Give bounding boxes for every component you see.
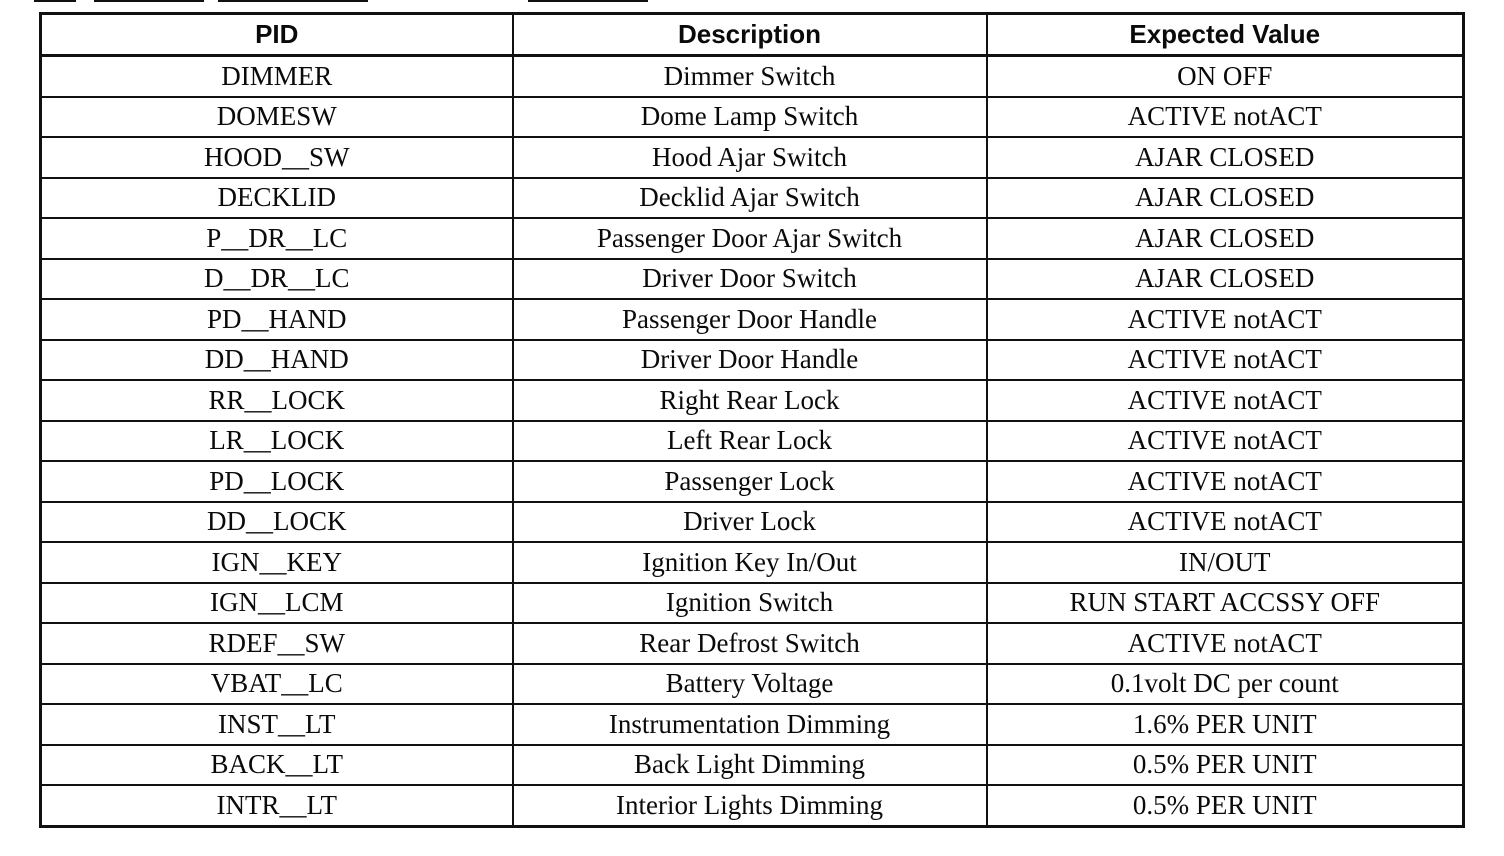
description-cell: Passenger Door Ajar Switch	[513, 218, 987, 259]
expected-value-cell: ACTIVE notACT	[987, 461, 1464, 502]
description-cell: Passenger Lock	[513, 461, 987, 502]
description-cell: Passenger Door Handle	[513, 299, 987, 340]
table-row	[41, 745, 1464, 786]
expected-value-cell: ACTIVE notACT	[987, 421, 1464, 462]
description-cell: Driver Door Handle	[513, 340, 987, 381]
description-cell: Right Rear Lock	[513, 380, 987, 421]
description-cell: Battery Voltage	[513, 664, 987, 705]
pid-cell: DIMMER	[41, 56, 513, 97]
description-cell: Ignition Key In/Out	[513, 542, 987, 583]
pid-cell: LR__LOCK	[41, 421, 513, 462]
table-row	[41, 340, 1464, 381]
table-row	[41, 299, 1464, 340]
pid-cell: PD__LOCK	[41, 461, 513, 502]
expected-value-cell: ACTIVE notACT	[987, 502, 1464, 543]
description-cell: Interior Lights Dimming	[513, 785, 987, 826]
expected-value-cell: ACTIVE notACT	[987, 340, 1464, 381]
pid-cell: DD__HAND	[41, 340, 513, 381]
expected-value-cell: AJAR CLOSED	[987, 137, 1464, 178]
table-row	[41, 542, 1464, 583]
pid-cell: VBAT__LC	[41, 664, 513, 705]
expected-value-cell: 0.1volt DC per count	[987, 664, 1464, 705]
description-cell: Driver Lock	[513, 502, 987, 543]
table-row	[41, 259, 1464, 300]
header-pid: PID	[41, 14, 513, 56]
cropped-title-fragment	[0, 0, 1504, 4]
description-cell: Decklid Ajar Switch	[513, 178, 987, 219]
table-row	[41, 380, 1464, 421]
pid-cell: P__DR__LC	[41, 218, 513, 259]
pid-cell: PD__HAND	[41, 299, 513, 340]
table-header	[41, 14, 1464, 56]
expected-value-cell: ACTIVE notACT	[987, 299, 1464, 340]
description-cell: Driver Door Switch	[513, 259, 987, 300]
cropped-text-fragment	[218, 0, 368, 2]
table-row	[41, 461, 1464, 502]
expected-value-cell: ACTIVE notACT	[987, 97, 1464, 138]
pid-table	[39, 12, 1465, 828]
pid-cell: IGN__LCM	[41, 583, 513, 624]
description-cell: Hood Ajar Switch	[513, 137, 987, 178]
cropped-text-fragment	[34, 0, 76, 2]
expected-value-cell: AJAR CLOSED	[987, 259, 1464, 300]
header-expected-value: Expected Value	[987, 14, 1464, 56]
table-row	[41, 97, 1464, 138]
expected-value-cell: 0.5% PER UNIT	[987, 745, 1464, 786]
pid-cell: DECKLID	[41, 178, 513, 219]
table-row	[41, 502, 1464, 543]
expected-value-cell: ACTIVE notACT	[987, 623, 1464, 664]
pid-cell: D__DR__LC	[41, 259, 513, 300]
expected-value-cell: 0.5% PER UNIT	[987, 785, 1464, 826]
expected-value-cell: AJAR CLOSED	[987, 178, 1464, 219]
expected-value-cell: IN/OUT	[987, 542, 1464, 583]
description-cell: Back Light Dimming	[513, 745, 987, 786]
cropped-text-fragment	[94, 0, 204, 2]
expected-value-cell: AJAR CLOSED	[987, 218, 1464, 259]
description-cell: Instrumentation Dimming	[513, 704, 987, 745]
table-row	[41, 785, 1464, 826]
header-row	[41, 14, 1464, 56]
table-row	[41, 421, 1464, 462]
header-description: Description	[513, 14, 987, 56]
expected-value-cell: ON OFF	[987, 56, 1464, 97]
expected-value-cell: ACTIVE notACT	[987, 380, 1464, 421]
pid-cell: DD__LOCK	[41, 502, 513, 543]
pid-cell: BACK__LT	[41, 745, 513, 786]
expected-value-cell: 1.6% PER UNIT	[987, 704, 1464, 745]
table-row	[41, 56, 1464, 97]
table-row	[41, 704, 1464, 745]
pid-cell: INST__LT	[41, 704, 513, 745]
pid-cell: INTR__LT	[41, 785, 513, 826]
pid-cell: DOMESW	[41, 97, 513, 138]
pid-cell: RR__LOCK	[41, 380, 513, 421]
description-cell: Rear Defrost Switch	[513, 623, 987, 664]
description-cell: Left Rear Lock	[513, 421, 987, 462]
table-row	[41, 137, 1464, 178]
description-cell: Dome Lamp Switch	[513, 97, 987, 138]
table-row	[41, 623, 1464, 664]
table-row	[41, 178, 1464, 219]
expected-value-cell: RUN START ACCSSY OFF	[987, 583, 1464, 624]
table-row	[41, 583, 1464, 624]
table-row	[41, 664, 1464, 705]
cropped-text-fragment	[528, 0, 648, 2]
pid-cell: HOOD__SW	[41, 137, 513, 178]
description-cell: Ignition Switch	[513, 583, 987, 624]
table-row	[41, 218, 1464, 259]
pid-cell: RDEF__SW	[41, 623, 513, 664]
pid-cell: IGN__KEY	[41, 542, 513, 583]
table-body	[41, 56, 1464, 827]
description-cell: Dimmer Switch	[513, 56, 987, 97]
